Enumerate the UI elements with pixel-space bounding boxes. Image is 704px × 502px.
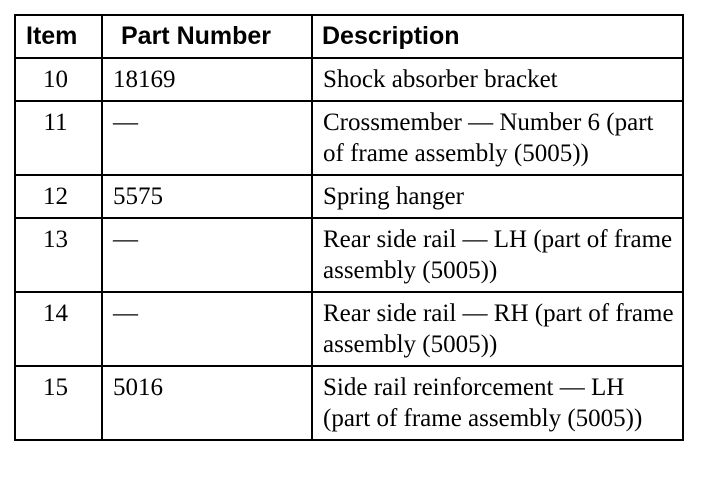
part-number-cell: 5575 — [102, 175, 312, 218]
part-number-cell: — — [102, 218, 312, 292]
description-cell: Side rail reinforcement — LH (part of frame assembly (5005)) — [312, 366, 683, 440]
header-row — [15, 15, 683, 58]
description-cell: Spring hanger — [312, 175, 683, 218]
part-number-cell: 5016 — [102, 366, 312, 440]
header-item: Item — [15, 15, 102, 58]
table-row — [15, 58, 683, 101]
description-cell: Crossmember — Number 6 (part of frame assembly (5005)) — [312, 101, 683, 175]
table-row — [15, 101, 683, 175]
table-row — [15, 218, 683, 292]
part-number-cell: — — [102, 292, 312, 366]
table-header — [15, 15, 683, 58]
table-row — [15, 292, 683, 366]
description-cell: Rear side rail — LH (part of frame assembly (5005)) — [312, 218, 683, 292]
part-number-cell: — — [102, 101, 312, 175]
description-cell: Shock absorber bracket — [312, 58, 683, 101]
part-number-cell: 18169 — [102, 58, 312, 101]
item-cell: 15 — [15, 366, 102, 440]
table-row — [15, 366, 683, 440]
item-cell: 13 — [15, 218, 102, 292]
item-cell: 10 — [15, 58, 102, 101]
header-description: Description — [312, 15, 683, 58]
item-cell: 11 — [15, 101, 102, 175]
parts-table — [14, 14, 684, 441]
header-part-number: Part Number — [102, 15, 312, 58]
table-row — [15, 175, 683, 218]
item-cell: 14 — [15, 292, 102, 366]
table-body — [15, 58, 683, 440]
description-cell: Rear side rail — RH (part of frame assembly (5005)) — [312, 292, 683, 366]
item-cell: 12 — [15, 175, 102, 218]
